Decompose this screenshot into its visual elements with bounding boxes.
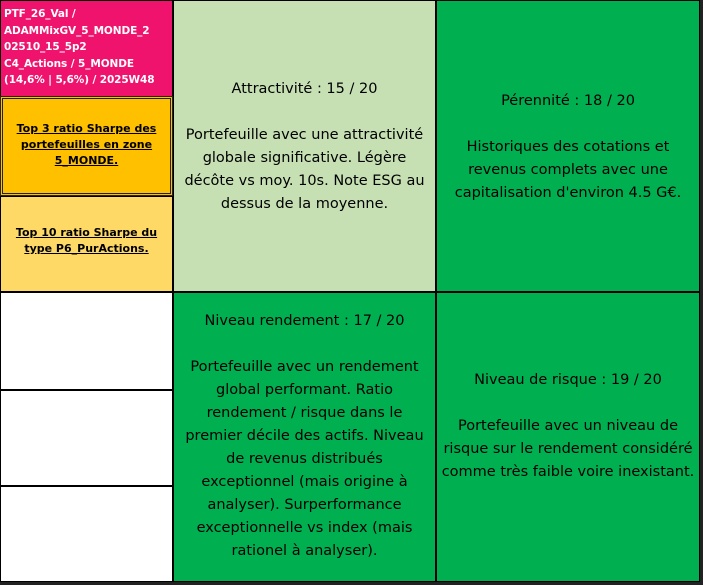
empty-cell	[0, 486, 173, 582]
empty-cell	[0, 390, 173, 486]
perennite-score: Pérennité : 18 / 20	[501, 93, 635, 109]
top10-sharpe-cell	[0, 196, 173, 292]
risque-description: Portefeuille avec un niveau de risque sur le rendement considéré comme très faible voire inexistant.	[441, 418, 695, 480]
portfolio-identifier	[0, 0, 173, 97]
portfolio-line: ADAMMixGV_5_MONDE_2	[4, 24, 150, 37]
portfolio-line: (14,6% | 5,6%) / 2025W48	[4, 74, 155, 86]
perennite-panel	[436, 0, 700, 292]
empty-cell	[0, 292, 173, 390]
perennite-description: Historiques des cotations et revenus complets avec une capitalisation d'environ 4.5 G€.	[454, 139, 682, 201]
rendement-description: Portefeuille avec un rendement global performant. Ratio rendement / risque dans le premier décile des actifs. Niveau de revenus distribués exceptionnel (mais origine à analyser). Surperformance exceptionnelle vs index (mais rationel à analyser).	[185, 359, 424, 559]
portfolio-line: C4_Actions / 5_MONDE	[4, 57, 134, 70]
portfolio-line: 02510_15_5p2	[4, 41, 87, 53]
top3-sharpe-cell	[0, 96, 173, 196]
risque-panel	[436, 292, 700, 582]
rendement-score: Niveau rendement : 17 / 20	[204, 313, 405, 329]
attractivite-panel	[173, 0, 436, 292]
top3-sharpe-link[interactable]: Top 3 ratio Sharpe des portefeuilles en zone 5_MONDE.	[16, 122, 157, 167]
attractivite-description: Portefeuille avec une attractivité globale significative. Légère décôte vs moy. 10s. Note ESG au dessus de la moyenne.	[184, 127, 425, 212]
top10-sharpe-link[interactable]: Top 10 ratio Sharpe du type P6_PurActions.	[15, 226, 158, 255]
risque-score: Niveau de risque : 19 / 20	[474, 372, 662, 388]
rendement-panel	[173, 292, 436, 582]
attractivite-score: Attractivité : 15 / 20	[231, 81, 378, 97]
portfolio-line: PTF_26_Val /	[4, 8, 76, 20]
